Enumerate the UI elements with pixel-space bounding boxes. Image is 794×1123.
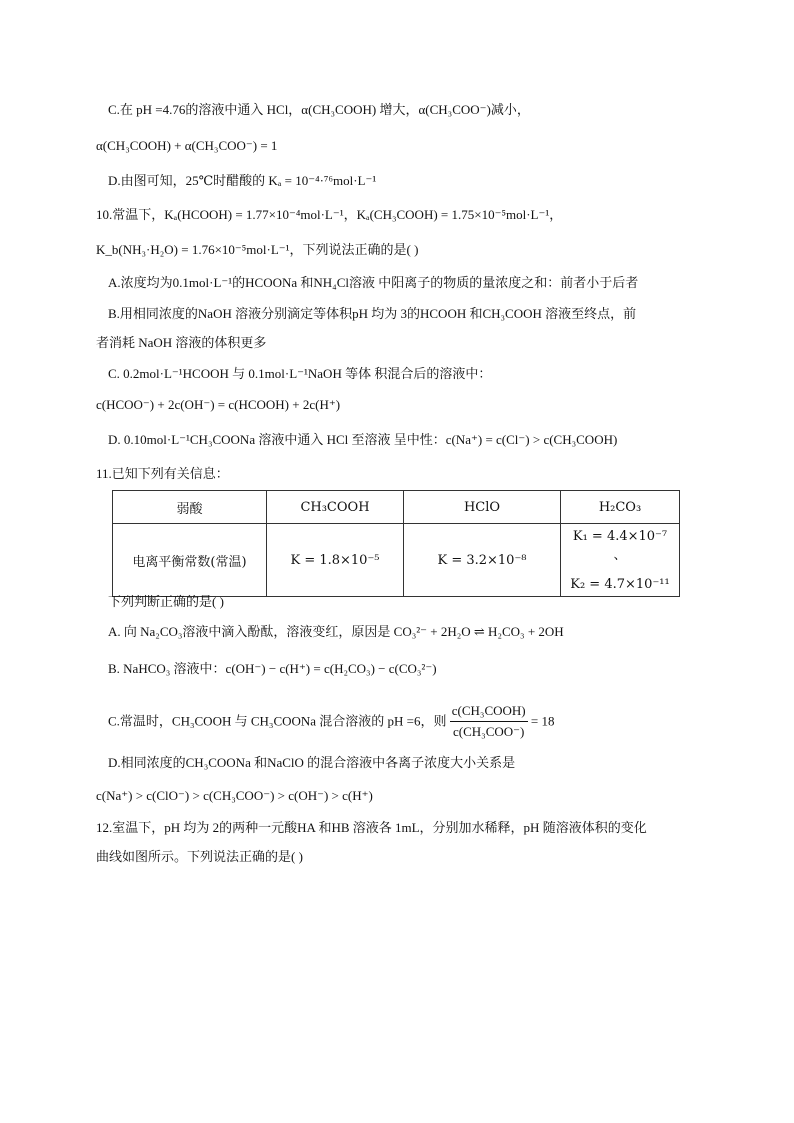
q11-option-c-text: C.常温时，CH₃COOH 与 CH₃COONa 混合溶液的 pH =6，则 (108, 713, 447, 729)
table-cell-k1: K₁ = 4.4×10⁻⁷ 、 (572, 528, 668, 563)
q11-option-d-line2: c(Na⁺) > c(ClO⁻) > c(CH₃COO⁻) > c(OH⁻) > c(H⁺) (96, 788, 373, 803)
table-cell-hclo: K = 3.2×10⁻⁸ (404, 524, 561, 597)
table-header-cell: CH₃COOH (267, 491, 404, 524)
q11-prompt: 下列判断正确的是( ) (108, 594, 224, 609)
q11-option-b: B. NaHCO₃ 溶液中：c(OH⁻) − c(H⁺) = c(H₂CO₃) − c(CO₃²⁻) (108, 661, 437, 676)
q11-option-a: A. 向 Na₂CO₃溶液中滴入酚酞，溶液变红，原因是 CO₃²⁻ + 2H₂O ⇌ H₂CO₃ + 2OH (108, 624, 564, 639)
q11-stem: 11.已知下列有关信息： (96, 466, 229, 481)
q9-option-c-line1: C.在 pH =4.76的溶液中通入 HCl，α(CH₃COOH) 增大，α(CH₃COO⁻)减小， (108, 102, 530, 117)
table-cell-h2co3 (561, 524, 680, 597)
ionization-constant-table (112, 490, 680, 597)
q10-option-b-line1: B.用相同浓度的NaOH 溶液分别滴定等体积pH 均为 3的HCOOH 和CH₃COOH 溶液至终点，前 (108, 306, 637, 321)
table-cell-k2: K₂ = 4.7×10⁻¹¹ (570, 576, 670, 592)
q11-option-c-result: = 18 (530, 713, 555, 729)
q10-option-a: A.浓度均为0.1mol·L⁻¹的HCOONa 和NH₄Cl溶液 中阳离子的物质的量浓度之和：前者小于后者 (108, 275, 639, 290)
q12-stem-line1: 12.室温下，pH 均为 2的两种一元酸HA 和HB 溶液各 1mL，分别加水稀释，pH 随溶液体积的变化 (96, 820, 647, 835)
q10-option-c-line1: C. 0.2mol·L⁻¹HCOOH 与 0.1mol·L⁻¹NaOH 等体 积混合后的溶液中： (108, 366, 492, 381)
q9-option-d: D.由图可知，25℃时醋酸的 Kₐ = 10⁻⁴·⁷⁶mol·L⁻¹ (108, 173, 377, 188)
table-header-cell: 弱酸 (113, 491, 267, 524)
table-row (113, 524, 680, 597)
table-header-cell: H₂CO₃ (561, 491, 680, 524)
q11-option-d-line1: D.相同浓度的CH₃COONa 和NaClO 的混合溶液中各离子浓度大小关系是 (108, 755, 516, 770)
table-header-row (113, 491, 680, 524)
q10-option-d: D. 0.10mol·L⁻¹CH₃COONa 溶液中通入 HCl 至溶液 呈中性：c(Na⁺) = c(Cl⁻) > c(CH₃COOH) (108, 432, 618, 447)
q12-stem-line2: 曲线如图所示。下列说法正确的是( ) (96, 849, 303, 864)
q10-stem-line1: 10.常温下，Kₐ(HCOOH) = 1.77×10⁻⁴mol·L⁻¹，Kₐ(CH₃COOH) = 1.75×10⁻⁵mol·L⁻¹， (96, 207, 563, 222)
fraction-numerator: c(CH₃COOH) (450, 701, 528, 722)
q10-option-b-line2: 者消耗 NaOH 溶液的体积更多 (96, 335, 267, 350)
table-row-label: 电离平衡常数(常温) (113, 524, 267, 597)
q10-option-c-line2: c(HCOO⁻) + 2c(OH⁻) = c(HCOOH) + 2c(H⁺) (96, 397, 341, 412)
q11-option-c (108, 701, 554, 742)
table-header-cell: HClO (404, 491, 561, 524)
fraction-denominator: c(CH₃COO⁻) (453, 724, 525, 739)
q9-option-c-line2: α(CH₃COOH) + α(CH₃COO⁻) = 1 (96, 138, 278, 153)
table-cell-ch3cooh: K = 1.8×10⁻⁵ (267, 524, 404, 597)
q10-stem-line2: K_b(NH₃·H₂O) = 1.76×10⁻⁵mol·L⁻¹，下列说法正确的是( ) (96, 242, 419, 257)
q11-option-c-fraction (450, 701, 528, 742)
